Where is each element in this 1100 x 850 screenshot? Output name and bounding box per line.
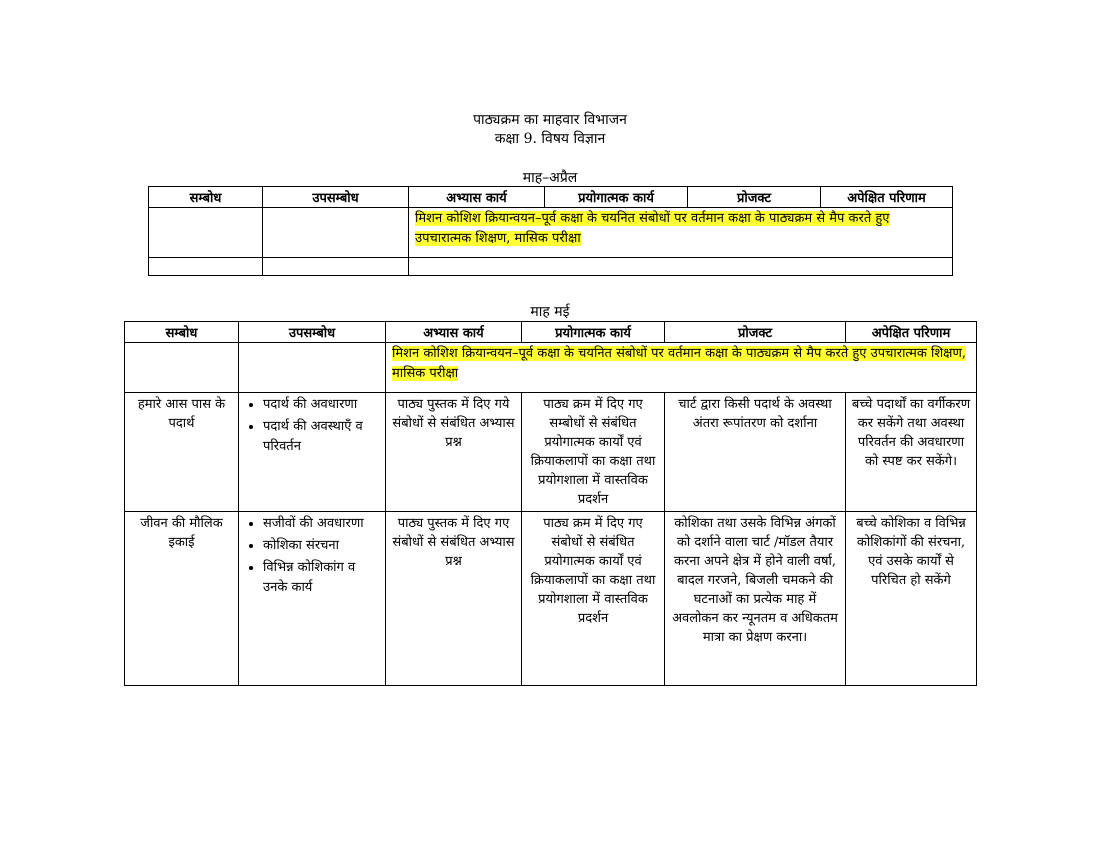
header-outcome: अपेक्षित परिणाम [821,187,953,208]
subconcept-cell [239,393,386,512]
april-table [148,186,953,276]
empty-cell [263,208,409,258]
header-exercise: अभ्यास कार्य [409,187,545,208]
project-cell: कोशिका तथा उसके विभिन्न अंगकों को दर्शाने वाला चार्ट /मॉडल तैयार करना अपने क्षेत्र में होने वाली वर्षा, बादल गरजने, बिजली चमकने की घटनाओं का प्रत्येक माह में अवलोकन कर न्यूनतम व अधिकतम मात्रा का प्रेक्षण करना। [665,512,846,686]
empty-cell [239,343,386,393]
table-row [149,258,953,276]
list-item: • पदार्थ की अवधारणा [263,395,381,415]
mission-text: मिशन कोशिश क्रियान्वयन–पूर्व कक्षा के चयनित संबोधों पर वर्तमान कक्षा के पाठ्यक्रम से मैप करते हुए उपचारात्मक शिक्षण, मासिक परीक्षा [415,211,890,246]
list-item: • सजीवों की अवधारणा [263,514,381,534]
list-item: • कोशिका संरचना [263,536,381,556]
subconcept-cell [239,512,386,686]
mission-cell [386,343,977,393]
practical-cell: पाठ्य क्रम में दिए गए संबोधों से संबंधित प्रयोगात्मक कार्यों एवं क्रियाकलापों का कक्षा तथा प्रयोगशाला में वास्तविक प्रदर्शन [522,512,665,686]
table-header-row [125,322,977,343]
table-row [125,512,977,686]
header-project: प्रोजक्ट [688,187,821,208]
header-subconcept: उपसम्बोध [239,322,386,343]
header-practical: प्रयोगात्मक कार्य [522,322,665,343]
may-table [124,321,977,686]
header-exercise: अभ्यास कार्य [386,322,522,343]
header-concept: सम्बोध [125,322,239,343]
exercise-cell: पाठ्य पुस्तक में दिए गये संबोधों से संबंधित अभ्यास प्रश्न [386,393,522,512]
list-item: • पदार्थ की अवस्थाएँ व परिवर्तन [263,417,381,457]
table-row [125,343,977,393]
table-header-row [149,187,953,208]
table-row [149,208,953,258]
subconcept-list [243,514,381,598]
outcome-cell: बच्चे कोशिका व विभिन्न कोशिकांगों की संरचना, एवं उसके कार्यों से परिचित हो सकेंगे [846,512,977,686]
practical-cell: पाठ्य क्रम में दिए गए सम्बोधों से संबंधित प्रयोगात्मक कार्यों एवं क्रियाकलापों का कक्षा तथा प्रयोगशाला में वास्तविक प्रदर्शन [522,393,665,512]
mission-text: मिशन कोशिश क्रियान्वयन–पूर्व कक्षा के चयनित संबोधों पर वर्तमान कक्षा के पाठ्यक्रम से मैप करते हुए उपचारात्मक शिक्षण, मासिक परीक्षा [392,346,967,381]
subconcept-list [243,395,381,457]
exercise-cell: पाठ्य पुस्तक में दिए गए संबोधों से संबंधित अभ्यास प्रश्न [386,512,522,686]
concept-cell: हमारे आस पास के पदार्थ [125,393,239,512]
header-practical: प्रयोगात्मक कार्य [545,187,688,208]
concept-cell: जीवन की मौलिक इकाई [125,512,239,686]
project-cell: चार्ट द्वारा किसी पदार्थ के अवस्था अंतरा रूपांतरण को दर्शाना [665,393,846,512]
empty-cell [149,208,263,258]
header-outcome: अपेक्षित परिणाम [846,322,977,343]
mission-cell [409,208,953,258]
empty-cell [263,258,409,276]
outcome-cell: बच्चे पदार्थों का वर्गीकरण कर सकेंगे तथा अवस्था परिवर्तन की अवधारणा को स्पष्ट कर सकेंगे। [846,393,977,512]
empty-cell [125,343,239,393]
empty-cell [149,258,263,276]
table-row [125,393,977,512]
document-title: पाठ्यक्रम का माहवार विभाजन [473,112,627,128]
month-label-may: माह मई [530,304,570,320]
header-concept: सम्बोध [149,187,263,208]
header-project: प्रोजक्ट [665,322,846,343]
month-label-april: माह–अप्रैल [522,170,578,186]
list-item: • विभिन्न कोशिकांग व उनके कार्य [263,558,381,598]
document-subtitle: कक्षा 9. विषय विज्ञान [494,131,606,147]
empty-cell [409,258,953,276]
header-subconcept: उपसम्बोध [263,187,409,208]
